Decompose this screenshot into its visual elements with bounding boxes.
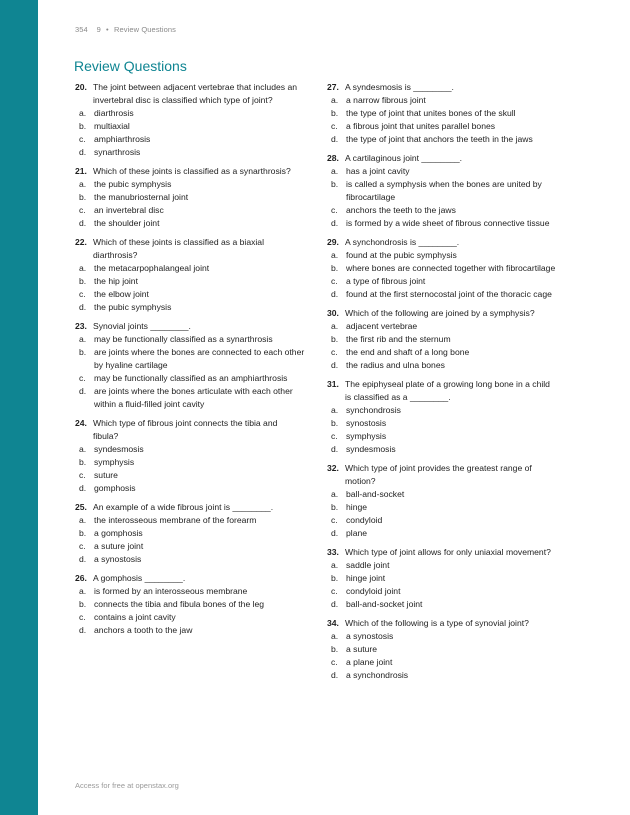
answer-option (327, 288, 557, 301)
question-text: Synovial joints ________. (93, 321, 191, 331)
answer-option (327, 275, 557, 288)
answer-option (327, 404, 557, 417)
option-letter: c. (79, 541, 86, 551)
question-number: 20. (75, 82, 87, 92)
option-letter: d. (79, 483, 87, 493)
option-text: suture (94, 470, 118, 480)
answer-option (75, 262, 305, 275)
option-text: syndesmosis (346, 444, 396, 454)
question-33 (327, 546, 557, 611)
question-stem (327, 307, 557, 320)
option-text: a suture joint (94, 541, 144, 551)
option-text: is formed by an interosseous membrane (94, 586, 248, 596)
option-letter: c. (79, 470, 86, 480)
answer-option (75, 443, 305, 456)
option-letter: b. (79, 457, 87, 467)
question-stem (75, 417, 305, 443)
answer-option (327, 443, 557, 456)
answer-option (75, 624, 305, 637)
answer-option (327, 333, 557, 346)
option-text: a gomphosis (94, 528, 143, 538)
answer-option (75, 120, 305, 133)
question-29 (327, 236, 557, 301)
option-letter: c. (79, 134, 86, 144)
question-number: 32. (327, 463, 339, 473)
answer-option (327, 598, 557, 611)
question-text: Which of the following is a type of synovial joint? (345, 618, 529, 628)
question-stem (75, 320, 305, 333)
page-title: Review Questions (74, 58, 187, 74)
question-31 (327, 378, 557, 456)
option-letter: c. (331, 121, 338, 131)
option-letter: d. (79, 386, 87, 396)
answer-option (327, 94, 557, 107)
option-text: is formed by a wide sheet of fibrous connective tissue (346, 218, 550, 228)
option-text: syndesmosis (94, 444, 144, 454)
option-letter: a. (79, 334, 87, 344)
footer-link[interactable]: Access for free at openstax.org (75, 781, 179, 790)
option-letter: d. (331, 444, 339, 454)
question-20 (75, 81, 305, 159)
question-stem (327, 462, 557, 488)
option-text: the first rib and the sternum (346, 334, 451, 344)
option-text: are joints where the bones are connected to each other by hyaline cartilage (94, 347, 305, 370)
option-letter: c. (331, 515, 338, 525)
option-letter: c. (331, 431, 338, 441)
question-text: An example of a wide fibrous joint is ________. (93, 502, 274, 512)
answer-option (75, 482, 305, 495)
answer-option (327, 559, 557, 572)
answer-option (327, 262, 557, 275)
option-text: symphysis (346, 431, 387, 441)
question-stem (327, 152, 557, 165)
option-letter: b. (331, 418, 339, 428)
option-letter: a. (331, 166, 339, 176)
answer-option (75, 107, 305, 120)
option-text: the radius and ulna bones (346, 360, 445, 370)
option-text: may be functionally classified as an amphiarthrosis (94, 373, 288, 383)
option-letter: a. (331, 631, 339, 641)
option-letter: a. (331, 489, 339, 499)
option-letter: c. (79, 289, 86, 299)
option-text: contains a joint cavity (94, 612, 176, 622)
answer-option (75, 133, 305, 146)
question-stem (327, 81, 557, 94)
option-text: the end and shaft of a long bone (346, 347, 470, 357)
answer-option (75, 288, 305, 301)
option-letter: d. (79, 554, 87, 564)
option-letter: d. (79, 218, 87, 228)
question-stem (327, 236, 557, 249)
answer-option (75, 372, 305, 385)
option-text: the type of joint that unites bones of the skull (346, 108, 516, 118)
answer-option (327, 630, 557, 643)
running-header (75, 25, 176, 34)
option-text: the pubic symphysis (94, 302, 172, 312)
option-letter: b. (79, 192, 87, 202)
option-letter: b. (331, 263, 339, 273)
question-number: 28. (327, 153, 339, 163)
question-stem (75, 165, 305, 178)
answer-option (75, 204, 305, 217)
answer-option (75, 469, 305, 482)
answer-option (327, 120, 557, 133)
option-letter: c. (331, 347, 338, 357)
answer-option (327, 178, 557, 204)
option-letter: b. (331, 108, 339, 118)
option-text: diarthrosis (94, 108, 134, 118)
answer-option (327, 417, 557, 430)
question-stem (327, 617, 557, 630)
option-letter: d. (331, 289, 339, 299)
option-text: connects the tibia and fibula bones of the leg (94, 599, 265, 609)
question-number: 27. (327, 82, 339, 92)
answer-option (75, 514, 305, 527)
option-text: may be functionally classified as a synarthrosis (94, 334, 273, 344)
question-text: Which type of joint provides the greatest range of motion? (345, 463, 532, 486)
answer-option (75, 553, 305, 566)
answer-option (75, 275, 305, 288)
option-text: the manubriosternal joint (94, 192, 189, 202)
option-text: synostosis (346, 418, 387, 428)
answer-option (75, 333, 305, 346)
option-text: the interosseous membrane of the forearm (94, 515, 257, 525)
option-letter: d. (331, 670, 339, 680)
question-number: 22. (75, 237, 87, 247)
question-26 (75, 572, 305, 637)
question-28 (327, 152, 557, 230)
answer-option (327, 204, 557, 217)
header-separator: • (106, 25, 109, 34)
question-stem (75, 81, 305, 107)
answer-option (327, 514, 557, 527)
option-letter: c. (79, 373, 86, 383)
option-text: synarthrosis (94, 147, 141, 157)
option-letter: a. (79, 586, 87, 596)
question-text: A synchondrosis is ________. (345, 237, 460, 247)
option-letter: d. (331, 360, 339, 370)
sidebar-accent-band (0, 0, 38, 815)
question-30 (327, 307, 557, 372)
option-text: hinge (346, 502, 368, 512)
answer-option (75, 217, 305, 230)
option-letter: d. (79, 625, 87, 635)
question-27 (327, 81, 557, 146)
option-text: symphysis (94, 457, 135, 467)
answer-option (327, 165, 557, 178)
option-text: a synchondrosis (346, 670, 409, 680)
option-text: a type of fibrous joint (346, 276, 426, 286)
option-letter: a. (331, 321, 339, 331)
question-number: 30. (327, 308, 339, 318)
option-text: saddle joint (346, 560, 390, 570)
answer-option (75, 611, 305, 624)
option-text: the metacarpophalangeal joint (94, 263, 210, 273)
option-text: anchors a tooth to the jaw (94, 625, 193, 635)
option-text: found at the pubic symphysis (346, 250, 457, 260)
option-letter: a. (331, 560, 339, 570)
question-number: 29. (327, 237, 339, 247)
answer-option (327, 656, 557, 669)
option-letter: c. (331, 586, 338, 596)
option-text: synchondrosis (346, 405, 401, 415)
option-text: a plane joint (346, 657, 393, 667)
option-letter: a. (79, 108, 87, 118)
question-number: 23. (75, 321, 87, 331)
option-letter: b. (79, 276, 87, 286)
option-letter: a. (79, 515, 87, 525)
option-letter: d. (79, 302, 87, 312)
question-32 (327, 462, 557, 540)
option-text: condyloid joint (346, 586, 401, 596)
option-letter: a. (79, 263, 87, 273)
answer-option (327, 133, 557, 146)
option-text: the hip joint (94, 276, 138, 286)
option-text: where bones are connected together with fibrocartilage (346, 263, 556, 273)
option-text: the shoulder joint (94, 218, 160, 228)
option-letter: b. (79, 599, 87, 609)
answer-option (75, 585, 305, 598)
option-text: a synostosis (94, 554, 142, 564)
option-text: hinge joint (346, 573, 386, 583)
page-number: 354 (75, 25, 88, 34)
answer-option (327, 346, 557, 359)
question-text: Which of these joints is classified as a biaxial diarthrosis? (93, 237, 264, 260)
option-letter: a. (79, 179, 87, 189)
option-text: the type of joint that anchors the teeth in the jaws (346, 134, 533, 144)
answer-option (75, 540, 305, 553)
option-letter: b. (79, 121, 87, 131)
question-22 (75, 236, 305, 314)
left-question-column (75, 81, 305, 643)
answer-option (327, 501, 557, 514)
option-text: adjacent vertebrae (346, 321, 418, 331)
question-text: Which of the following are joined by a symphysis? (345, 308, 535, 318)
option-text: ball-and-socket (346, 489, 405, 499)
option-letter: d. (331, 528, 339, 538)
option-text: the pubic symphysis (94, 179, 172, 189)
answer-option (327, 107, 557, 120)
answer-option (327, 572, 557, 585)
option-letter: d. (79, 147, 87, 157)
question-text: A syndesmosis is ________. (345, 82, 454, 92)
answer-option (327, 359, 557, 372)
option-letter: b. (331, 644, 339, 654)
right-question-column (327, 81, 557, 688)
option-letter: d. (331, 599, 339, 609)
question-number: 31. (327, 379, 339, 389)
option-letter: a. (331, 250, 339, 260)
answer-option (75, 191, 305, 204)
option-letter: a. (79, 444, 87, 454)
question-text: A cartilaginous joint ________. (345, 153, 463, 163)
option-letter: d. (331, 218, 339, 228)
answer-option (327, 669, 557, 682)
answer-option (327, 320, 557, 333)
option-letter: b. (79, 528, 87, 538)
option-text: plane (346, 528, 368, 538)
option-text: an invertebral disc (94, 205, 164, 215)
option-text: found at the first sternocostal joint of the thoracic cage (346, 289, 552, 299)
answer-option (75, 598, 305, 611)
answer-option (75, 301, 305, 314)
option-letter: d. (331, 134, 339, 144)
question-text: Which type of fibrous joint connects the tibia and fibula? (93, 418, 278, 441)
question-text: The epiphyseal plate of a growing long bone in a child is classified as a ________. (345, 379, 550, 402)
question-34 (327, 617, 557, 682)
option-text: is called a symphysis when the bones are united by fibrocartilage (346, 179, 542, 202)
question-text: A gomphosis ________. (93, 573, 186, 583)
question-number: 26. (75, 573, 87, 583)
question-text: The joint between adjacent vertebrae that includes an invertebral disc is classified which type of joint? (93, 82, 297, 105)
option-letter: b. (331, 179, 339, 189)
answer-option (75, 456, 305, 469)
option-text: the elbow joint (94, 289, 149, 299)
question-number: 34. (327, 618, 339, 628)
option-letter: c. (331, 657, 338, 667)
answer-option (327, 488, 557, 501)
answer-option (75, 146, 305, 159)
option-letter: b. (79, 347, 87, 357)
option-text: amphiarthrosis (94, 134, 151, 144)
option-text: are joints where the bones articulate with each other within a fluid-filled joint cavity (94, 386, 293, 409)
answer-option (327, 643, 557, 656)
question-stem (75, 236, 305, 262)
question-23 (75, 320, 305, 411)
answer-option (75, 178, 305, 191)
question-stem (75, 501, 305, 514)
question-text: Which of these joints is classified as a synarthrosis? (93, 166, 291, 176)
option-text: a suture (346, 644, 378, 654)
answer-option (327, 249, 557, 262)
option-letter: c. (79, 612, 86, 622)
option-letter: c. (331, 205, 338, 215)
option-letter: b. (331, 334, 339, 344)
option-text: gomphosis (94, 483, 136, 493)
chapter-number: 9 (96, 25, 101, 34)
question-number: 25. (75, 502, 87, 512)
question-number: 24. (75, 418, 87, 428)
answer-option (327, 527, 557, 540)
option-text: has a joint cavity (346, 166, 410, 176)
option-letter: b. (331, 502, 339, 512)
answer-option (75, 346, 305, 372)
option-letter: c. (79, 205, 86, 215)
answer-option (75, 527, 305, 540)
option-text: condyloid (346, 515, 383, 525)
question-24 (75, 417, 305, 495)
answer-option (75, 385, 305, 411)
answer-option (327, 585, 557, 598)
option-letter: c. (331, 276, 338, 286)
question-number: 21. (75, 166, 87, 176)
answer-option (327, 430, 557, 443)
section-name: Review Questions (113, 25, 177, 34)
option-text: ball-and-socket joint (346, 599, 423, 609)
option-letter: a. (331, 405, 339, 415)
question-21 (75, 165, 305, 230)
option-text: anchors the teeth to the jaws (346, 205, 456, 215)
question-number: 33. (327, 547, 339, 557)
option-text: a synostosis (346, 631, 394, 641)
question-stem (327, 546, 557, 559)
question-stem (327, 378, 557, 404)
option-text: a fibrous joint that unites parallel bones (346, 121, 496, 131)
option-letter: b. (331, 573, 339, 583)
option-letter: a. (331, 95, 339, 105)
option-text: multiaxial (94, 121, 130, 131)
option-text: a narrow fibrous joint (346, 95, 426, 105)
question-stem (75, 572, 305, 585)
question-25 (75, 501, 305, 566)
question-text: Which type of joint allows for only uniaxial movement? (345, 547, 551, 557)
answer-option (327, 217, 557, 230)
